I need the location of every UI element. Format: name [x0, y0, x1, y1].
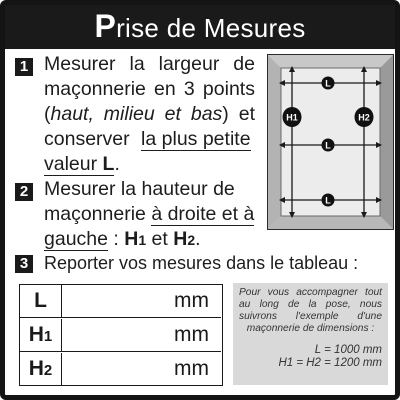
word: 2: [43, 362, 53, 379]
word: L: [34, 289, 47, 312]
word: H: [28, 357, 44, 380]
word: et: [146, 228, 174, 250]
step-1-line-5: [44, 152, 255, 177]
svg-text:L: L: [325, 140, 331, 151]
title-rest: rise de Mesures: [116, 13, 306, 43]
word: tout: [364, 287, 382, 298]
svg-text:H2: H2: [358, 112, 370, 123]
emphasis-droite-gauche: à droite et à: [151, 203, 255, 225]
word: 1: [138, 232, 147, 248]
step-2-line-3: [44, 227, 259, 253]
word: [191, 102, 229, 127]
window-bevel-left: [268, 55, 281, 229]
paren-close: ): [222, 103, 229, 125]
table-row-unit: mm: [174, 357, 209, 380]
step-2-text: [44, 177, 259, 253]
word: nous: [359, 299, 382, 310]
step-3-number-badge: 3: [15, 255, 33, 273]
step-2-line-1: Mesurer la hauteur de: [44, 178, 235, 200]
word: maçonnerie: [44, 203, 146, 225]
word: suivrons: [239, 311, 277, 322]
window-bevel-right: [380, 55, 393, 229]
word: 3: [183, 78, 195, 100]
word: accompagner: [296, 287, 358, 298]
word: la: [308, 299, 317, 310]
word-milieu: milieu: [103, 103, 155, 125]
step-2-line-2: [44, 202, 259, 227]
note-line-2: [239, 299, 382, 311]
step-1-line-3: [44, 102, 255, 127]
word: .: [114, 153, 120, 175]
word: valeur: [44, 153, 98, 175]
paren-open: (: [44, 103, 51, 125]
step-3-text: Reporter vos mesures dans le tableau :: [44, 253, 359, 273]
word: H: [173, 228, 188, 250]
word: Mesurer: [44, 53, 116, 75]
word-et: et: [164, 103, 181, 125]
window-bevel-bottom: [268, 216, 393, 229]
word: vous: [267, 287, 290, 298]
table-row-H1: [20, 319, 221, 352]
page-title: [5, 5, 395, 49]
table-row-L: [20, 285, 221, 318]
word: maçonnerie: [44, 78, 146, 100]
step-1-text: [44, 52, 255, 177]
table-row-label: [20, 353, 62, 385]
emphasis-valeur-L: [44, 153, 114, 176]
window-measure-diagram: [267, 54, 394, 230]
step-1-number-badge: 1: [15, 58, 33, 76]
label-H1: [124, 228, 146, 250]
label-L-bottom: [322, 194, 335, 207]
svg-text:H1: H1: [286, 112, 298, 123]
label-L: L: [102, 153, 115, 175]
emphasis-plus-petite: la plus petite: [141, 128, 251, 150]
label-L-middle: [322, 139, 335, 152]
step-2-number-badge: 2: [15, 183, 33, 201]
table-row-unit: mm: [174, 323, 209, 346]
word: de: [233, 53, 255, 75]
note-example-H: H1 = H2 = 1200 mm: [278, 357, 382, 369]
word-haut: haut,: [50, 103, 94, 125]
step-1-line-2: [44, 77, 255, 102]
note-line-4: maçonnerie de dimensions :: [246, 323, 375, 334]
svg-text:L: L: [325, 195, 331, 206]
word: l'exemple: [295, 311, 339, 322]
label-H2: [173, 228, 195, 250]
word: 2: [187, 232, 196, 248]
word: 1: [43, 328, 53, 345]
word: long: [259, 299, 279, 310]
word: points: [202, 78, 255, 100]
title-first-letter: P: [94, 8, 117, 44]
label-L-top: [322, 77, 335, 90]
table-row-unit: mm: [174, 289, 209, 312]
word: .: [195, 228, 201, 250]
measure-table: [19, 284, 223, 386]
word: pose,: [325, 299, 351, 310]
word: d'une: [357, 311, 382, 322]
word: :: [107, 228, 125, 250]
step-1-line-1: [44, 52, 255, 77]
word: [44, 102, 94, 127]
word: et: [238, 103, 255, 125]
note-example-L: L = 1000 mm: [314, 344, 382, 356]
word: la: [129, 53, 145, 75]
word: H: [28, 323, 44, 346]
word: de: [288, 299, 300, 310]
word: en: [154, 78, 176, 100]
note-line-1: [239, 287, 382, 299]
svg-text:L: L: [325, 78, 331, 89]
example-note: [233, 283, 388, 385]
step-1-line-4: [44, 127, 255, 152]
word: H: [124, 228, 139, 250]
table-row-label: [20, 319, 62, 351]
label-H2: [355, 107, 374, 127]
label-H1: [283, 107, 302, 127]
table-row-H2: [20, 353, 221, 385]
emphasis-gauche: gauche: [44, 228, 108, 250]
word-bas: bas: [190, 103, 223, 125]
word: largeur: [158, 53, 220, 75]
word: au: [239, 299, 251, 310]
note-line-3: [239, 311, 382, 323]
word: Pour: [239, 287, 261, 298]
table-row-label: [20, 285, 62, 317]
window-bevel-top: [268, 55, 393, 68]
word: conserver: [44, 128, 130, 150]
